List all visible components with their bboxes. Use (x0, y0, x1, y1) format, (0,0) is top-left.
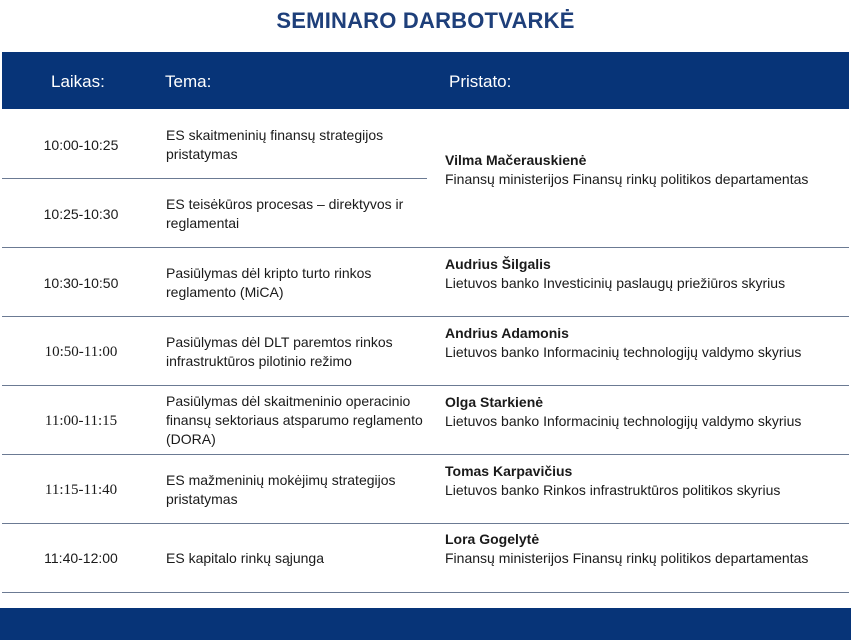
presenter-org: Lietuvos banko Informacinių technologijų valdymo skyrius (445, 413, 802, 429)
presenter-cell (445, 151, 845, 189)
header-topic: Tema: (165, 72, 212, 91)
presenter-org: Lietuvos banko Informacinių technologijų valdymo skyrius (445, 344, 802, 360)
presenter-org: Lietuvos banko Investicinių paslaugų priežiūros skyrius (445, 275, 786, 291)
presenter-name: Olga Starkienė (445, 394, 544, 410)
time-cell: 10:30-10:50 (43, 275, 119, 291)
presenter-org: Finansų ministerijos Finansų rinkų politikos departamentas (445, 171, 809, 187)
header-presenter: Pristato: (449, 72, 512, 91)
presenter-cell (445, 255, 845, 293)
table-row (2, 248, 849, 317)
topic-cell: ES mažmeninių mokėjimų strategijos pristatymas (166, 472, 396, 507)
topic-cell: ES teisėkūros procesas – direktyvos ir reglamentai (166, 196, 404, 231)
time-cell: 10:00-10:25 (43, 137, 119, 153)
presenter-cell (445, 393, 845, 431)
presenter-cell (445, 324, 845, 362)
topic-cell: Pasiūlymas dėl kripto turto rinkos reglamento (MiCA) (166, 265, 372, 300)
time-cell: 11:15-11:40 (44, 482, 118, 498)
presenter-name: Vilma Mačerauskienė (445, 152, 587, 168)
table-row (2, 455, 849, 524)
header-time: Laikas: (51, 72, 105, 91)
topic-cell: Pasiūlymas dėl DLT paremtos rinkos infrastruktūros pilotinio režimo (166, 334, 393, 369)
time-cell: 10:50-11:00 (44, 344, 118, 360)
presenter-cell (445, 530, 845, 568)
row-divider (2, 592, 849, 593)
presenter-cell (445, 462, 845, 500)
topic-cell: ES skaitmeninių finansų strategijos pristatymas (166, 127, 384, 162)
presenter-org: Lietuvos banko Rinkos infrastruktūros politikos skyrius (445, 482, 781, 498)
topic-cell: ES kapitalo rinkų sąjunga (166, 550, 324, 566)
presenter-name: Audrius Šilgalis (445, 256, 551, 272)
topic-cell: Pasiūlymas dėl skaitmeninio operacinio finansų sektoriaus atsparumo reglamento (DORA) (166, 393, 423, 447)
time-cell: 10:25-10:30 (43, 206, 119, 222)
presenter-name: Lora Gogelytė (445, 531, 540, 547)
presenter-name: Andrius Adamonis (445, 325, 569, 341)
page-title: SEMINARO DARBOTVARKĖ (276, 8, 575, 33)
table-row (2, 317, 849, 386)
time-cell: 11:40-12:00 (44, 550, 118, 566)
table-header (2, 52, 849, 109)
table-row (2, 524, 849, 593)
presenter-name: Tomas Karpavičius (445, 463, 573, 479)
footer-bar (0, 608, 851, 640)
time-cell: 11:00-11:15 (44, 413, 118, 429)
table-row (2, 386, 849, 455)
table-row (2, 179, 849, 248)
presenter-org: Finansų ministerijos Finansų rinkų politikos departamentas (445, 550, 809, 566)
